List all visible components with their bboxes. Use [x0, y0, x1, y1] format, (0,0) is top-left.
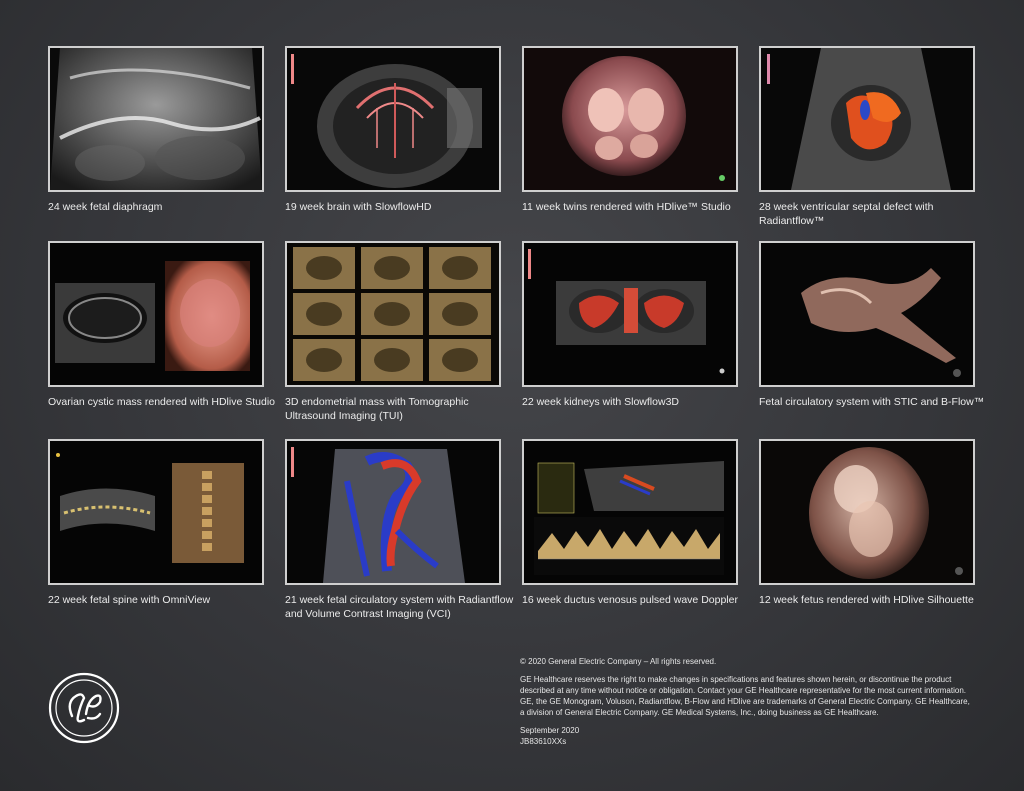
ultrasound-image: [285, 241, 501, 387]
caption: 16 week ductus venosus pulsed wave Doppler: [522, 594, 738, 606]
caption: 3D endometrial mass with Tomographic Ultrasound Imaging (TUI): [285, 396, 469, 422]
tile-fetus-silhouette: [759, 439, 975, 607]
ultrasound-image: [522, 46, 738, 192]
caption: 19 week brain with SlowflowHD: [285, 201, 432, 213]
tile-doppler: [522, 439, 738, 607]
document-code: JB83610XXs: [520, 737, 567, 746]
ultrasound-image: [285, 46, 501, 192]
caption: 21 week fetal circulatory system with Radiantflow and Volume Contrast Imaging (VCI): [285, 594, 514, 620]
ultrasound-image: [759, 46, 975, 192]
ultrasound-image: [48, 46, 264, 192]
tile-fetal-diaphragm: [48, 46, 264, 214]
ge-logo: [48, 672, 120, 744]
caption: 22 week fetal spine with OmniView: [48, 594, 211, 606]
publication-date: September 2020: [520, 726, 580, 735]
disclaimer: GE Healthcare reserves the right to make changes in specifications and features shown herein, or discontinue the product described at any time without notice or obligation. Contact your GE Healthcare representative for the most current information. GE, the GE Monogram, Voluson, Radiantflow, B-Flow and HDlive are trademarks of General Electric Company. GE Healthcare, a division of General Electric Company. GE Medical Systems, Inc., doing business as GE Healthcare.: [520, 675, 970, 717]
caption: Fetal circulatory system with STIC and B-Flow™: [759, 396, 985, 408]
ultrasound-image: [522, 439, 738, 585]
caption: 12 week fetus rendered with HDlive Silhouette: [759, 594, 974, 606]
ultrasound-image: [522, 241, 738, 387]
tile-endometrial-tui: [285, 241, 501, 423]
tile-twins: [522, 46, 738, 214]
tile-kidneys: [522, 241, 738, 409]
caption: 11 week twins rendered with HDlive™ Studio: [522, 201, 731, 213]
caption: 24 week fetal diaphragm: [48, 201, 163, 213]
ultrasound-image: [285, 439, 501, 585]
caption: Ovarian cystic mass rendered with HDlive Studio: [48, 396, 276, 408]
tile-fetal-spine: [48, 439, 264, 607]
tile-circulatory-vci: [285, 439, 514, 621]
ultrasound-image: [48, 439, 264, 585]
tile-circulatory-bflow: [759, 241, 985, 409]
copyright: © 2020 General Electric Company – All rights reserved.: [520, 657, 717, 666]
tile-fetal-brain: [285, 46, 501, 214]
caption: 22 week kidneys with Slowflow3D: [522, 396, 679, 408]
legal-notice: [520, 656, 970, 754]
ultrasound-image: [759, 439, 975, 585]
tile-ovarian-cyst: [48, 241, 276, 409]
ultrasound-image: [759, 241, 975, 387]
caption: 28 week ventricular septal defect with Radiantflow™: [759, 201, 934, 227]
ultrasound-image: [48, 241, 264, 387]
tile-vsd: [759, 46, 975, 228]
